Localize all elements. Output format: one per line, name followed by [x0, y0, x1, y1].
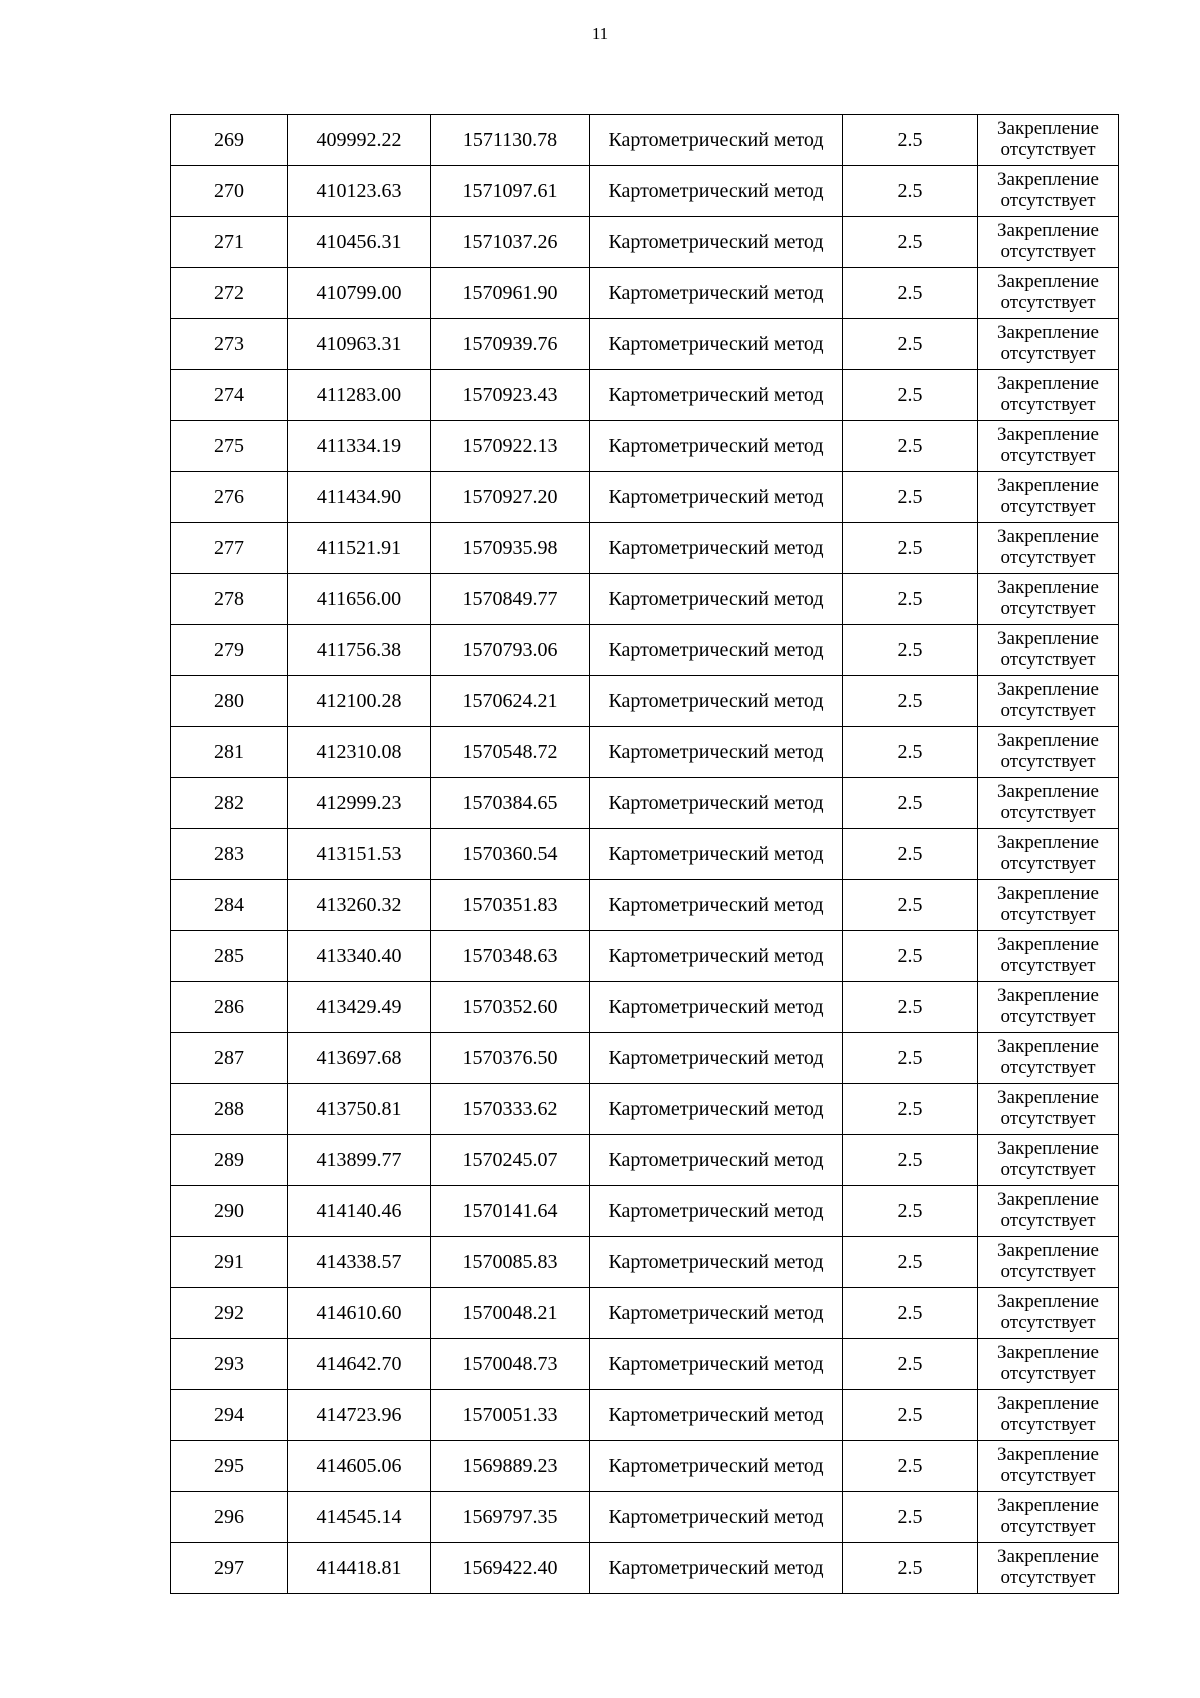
fixation-note-line2: отсутствует [1000, 598, 1096, 619]
y-coordinate-cell: 1570923.43 [431, 370, 590, 421]
accuracy-cell: 2.5 [843, 1441, 978, 1492]
method-cell: Картометрический метод [590, 421, 843, 472]
x-coordinate-cell: 410456.31 [288, 217, 431, 268]
fixation-note-cell [978, 1390, 1119, 1441]
fixation-note-line1: Закрепление [997, 985, 1099, 1007]
fixation-note-line1: Закрепление [997, 883, 1099, 905]
fixation-note-cell [978, 472, 1119, 523]
method-cell: Картометрический метод [590, 727, 843, 778]
fixation-note-cell [978, 1543, 1119, 1594]
y-coordinate-cell: 1570376.50 [431, 1033, 590, 1084]
table-row [171, 166, 1119, 217]
method-cell: Картометрический метод [590, 676, 843, 727]
point-number-cell: 270 [171, 166, 288, 217]
table-row [171, 1186, 1119, 1237]
y-coordinate-cell: 1570348.63 [431, 931, 590, 982]
x-coordinate-cell: 413151.53 [288, 829, 431, 880]
point-number-cell: 291 [171, 1237, 288, 1288]
table-row [171, 574, 1119, 625]
fixation-note-line1: Закрепление [997, 577, 1099, 599]
accuracy-cell: 2.5 [843, 115, 978, 166]
method-cell: Картометрический метод [590, 1186, 843, 1237]
y-coordinate-cell: 1570935.98 [431, 523, 590, 574]
accuracy-cell: 2.5 [843, 727, 978, 778]
x-coordinate-cell: 413260.32 [288, 880, 431, 931]
accuracy-cell: 2.5 [843, 931, 978, 982]
fixation-note-line1: Закрепление [997, 1546, 1099, 1568]
point-number-cell: 289 [171, 1135, 288, 1186]
page-number: 11 [591, 24, 609, 43]
table-row [171, 625, 1119, 676]
fixation-note-line2: отсутствует [1000, 700, 1096, 721]
accuracy-cell: 2.5 [843, 880, 978, 931]
fixation-note-line1: Закрепление [997, 1189, 1099, 1211]
fixation-note-cell [978, 1237, 1119, 1288]
coordinates-table [170, 114, 1119, 1594]
fixation-note-cell [978, 166, 1119, 217]
point-number-cell: 278 [171, 574, 288, 625]
fixation-note-cell [978, 931, 1119, 982]
fixation-note-cell [978, 1288, 1119, 1339]
y-coordinate-cell: 1570548.72 [431, 727, 590, 778]
x-coordinate-cell: 410799.00 [288, 268, 431, 319]
accuracy-cell: 2.5 [843, 217, 978, 268]
fixation-note-cell [978, 1186, 1119, 1237]
fixation-note-cell [978, 115, 1119, 166]
fixation-note-line1: Закрепление [997, 1240, 1099, 1262]
table-row [171, 676, 1119, 727]
method-cell: Картометрический метод [590, 829, 843, 880]
fixation-note-cell [978, 319, 1119, 370]
point-number-cell: 294 [171, 1390, 288, 1441]
fixation-note-cell [978, 1492, 1119, 1543]
fixation-note-line2: отсутствует [1000, 1159, 1096, 1180]
y-coordinate-cell: 1570048.21 [431, 1288, 590, 1339]
fixation-note-line2: отсутствует [1000, 445, 1096, 466]
y-coordinate-cell: 1570352.60 [431, 982, 590, 1033]
point-number-cell: 286 [171, 982, 288, 1033]
table-row [171, 829, 1119, 880]
table-row [171, 370, 1119, 421]
fixation-note-line2: отсутствует [1000, 1312, 1096, 1333]
accuracy-cell: 2.5 [843, 1237, 978, 1288]
y-coordinate-cell: 1570624.21 [431, 676, 590, 727]
fixation-note-line2: отсутствует [1000, 1108, 1096, 1129]
accuracy-cell: 2.5 [843, 1492, 978, 1543]
method-cell: Картометрический метод [590, 1237, 843, 1288]
x-coordinate-cell: 411334.19 [288, 421, 431, 472]
accuracy-cell: 2.5 [843, 166, 978, 217]
y-coordinate-cell: 1571130.78 [431, 115, 590, 166]
x-coordinate-cell: 411756.38 [288, 625, 431, 676]
accuracy-cell: 2.5 [843, 778, 978, 829]
fixation-note-line1: Закрепление [997, 1138, 1099, 1160]
y-coordinate-cell: 1570141.64 [431, 1186, 590, 1237]
fixation-note-cell [978, 1084, 1119, 1135]
fixation-note-line1: Закрепление [997, 1495, 1099, 1517]
fixation-note-cell [978, 421, 1119, 472]
point-number-cell: 295 [171, 1441, 288, 1492]
method-cell: Картометрический метод [590, 1288, 843, 1339]
accuracy-cell: 2.5 [843, 1135, 978, 1186]
y-coordinate-cell: 1570351.83 [431, 880, 590, 931]
point-number-cell: 277 [171, 523, 288, 574]
method-cell: Картометрический метод [590, 1135, 843, 1186]
method-cell: Картометрический метод [590, 1339, 843, 1390]
x-coordinate-cell: 414545.14 [288, 1492, 431, 1543]
table-row [171, 472, 1119, 523]
fixation-note-line1: Закрепление [997, 220, 1099, 242]
x-coordinate-cell: 411434.90 [288, 472, 431, 523]
fixation-note-line2: отсутствует [1000, 1261, 1096, 1282]
fixation-note-cell [978, 1135, 1119, 1186]
fixation-note-line2: отсутствует [1000, 343, 1096, 364]
fixation-note-cell [978, 625, 1119, 676]
table-row [171, 319, 1119, 370]
accuracy-cell: 2.5 [843, 1339, 978, 1390]
method-cell: Картометрический метод [590, 217, 843, 268]
x-coordinate-cell: 414605.06 [288, 1441, 431, 1492]
fixation-note-line1: Закрепление [997, 1291, 1099, 1313]
fixation-note-cell [978, 574, 1119, 625]
method-cell: Картометрический метод [590, 625, 843, 676]
point-number-cell: 292 [171, 1288, 288, 1339]
fixation-note-line2: отсутствует [1000, 1414, 1096, 1435]
point-number-cell: 288 [171, 1084, 288, 1135]
fixation-note-line2: отсутствует [1000, 904, 1096, 925]
x-coordinate-cell: 414418.81 [288, 1543, 431, 1594]
fixation-note-line1: Закрепление [997, 118, 1099, 140]
table-row [171, 1543, 1119, 1594]
table-row [171, 217, 1119, 268]
point-number-cell: 297 [171, 1543, 288, 1594]
point-number-cell: 275 [171, 421, 288, 472]
table-row [171, 778, 1119, 829]
fixation-note-line1: Закрепление [997, 322, 1099, 344]
table-row [171, 268, 1119, 319]
fixation-note-line1: Закрепление [997, 169, 1099, 191]
fixation-note-cell [978, 523, 1119, 574]
method-cell: Картометрический метод [590, 778, 843, 829]
point-number-cell: 281 [171, 727, 288, 778]
point-number-cell: 283 [171, 829, 288, 880]
method-cell: Картометрический метод [590, 166, 843, 217]
method-cell: Картометрический метод [590, 268, 843, 319]
fixation-note-line1: Закрепление [997, 526, 1099, 548]
fixation-note-cell [978, 829, 1119, 880]
fixation-note-line2: отсутствует [1000, 394, 1096, 415]
x-coordinate-cell: 413899.77 [288, 1135, 431, 1186]
fixation-note-cell [978, 676, 1119, 727]
fixation-note-line1: Закрепление [997, 1036, 1099, 1058]
point-number-cell: 279 [171, 625, 288, 676]
fixation-note-line1: Закрепление [997, 730, 1099, 752]
method-cell: Картометрический метод [590, 1084, 843, 1135]
method-cell: Картометрический метод [590, 523, 843, 574]
table-row [171, 880, 1119, 931]
x-coordinate-cell: 411283.00 [288, 370, 431, 421]
fixation-note-cell [978, 880, 1119, 931]
fixation-note-line1: Закрепление [997, 832, 1099, 854]
y-coordinate-cell: 1571037.26 [431, 217, 590, 268]
table-row [171, 523, 1119, 574]
accuracy-cell: 2.5 [843, 1033, 978, 1084]
y-coordinate-cell: 1570384.65 [431, 778, 590, 829]
accuracy-cell: 2.5 [843, 1186, 978, 1237]
accuracy-cell: 2.5 [843, 523, 978, 574]
x-coordinate-cell: 412999.23 [288, 778, 431, 829]
x-coordinate-cell: 413429.49 [288, 982, 431, 1033]
table-row [171, 1135, 1119, 1186]
table-row [171, 1390, 1119, 1441]
table-body [171, 115, 1119, 1594]
fixation-note-cell [978, 1339, 1119, 1390]
fixation-note-line1: Закрепление [997, 271, 1099, 293]
table-row [171, 115, 1119, 166]
fixation-note-cell [978, 982, 1119, 1033]
accuracy-cell: 2.5 [843, 472, 978, 523]
fixation-note-line1: Закрепление [997, 781, 1099, 803]
accuracy-cell: 2.5 [843, 1543, 978, 1594]
fixation-note-cell [978, 727, 1119, 778]
table-row [171, 982, 1119, 1033]
x-coordinate-cell: 414140.46 [288, 1186, 431, 1237]
accuracy-cell: 2.5 [843, 1288, 978, 1339]
fixation-note-line2: отсутствует [1000, 190, 1096, 211]
fixation-note-line2: отсутствует [1000, 1006, 1096, 1027]
method-cell: Картометрический метод [590, 1543, 843, 1594]
table-row [171, 1339, 1119, 1390]
fixation-note-line2: отсутствует [1000, 853, 1096, 874]
fixation-note-line2: отсутствует [1000, 241, 1096, 262]
y-coordinate-cell: 1570961.90 [431, 268, 590, 319]
method-cell: Картометрический метод [590, 931, 843, 982]
x-coordinate-cell: 413697.68 [288, 1033, 431, 1084]
fixation-note-cell [978, 370, 1119, 421]
y-coordinate-cell: 1570333.62 [431, 1084, 590, 1135]
fixation-note-line2: отсутствует [1000, 1465, 1096, 1486]
x-coordinate-cell: 414642.70 [288, 1339, 431, 1390]
y-coordinate-cell: 1570048.73 [431, 1339, 590, 1390]
method-cell: Картометрический метод [590, 880, 843, 931]
x-coordinate-cell: 414338.57 [288, 1237, 431, 1288]
x-coordinate-cell: 413750.81 [288, 1084, 431, 1135]
x-coordinate-cell: 409992.22 [288, 115, 431, 166]
accuracy-cell: 2.5 [843, 370, 978, 421]
fixation-note-line1: Закрепление [997, 373, 1099, 395]
y-coordinate-cell: 1570085.83 [431, 1237, 590, 1288]
y-coordinate-cell: 1569422.40 [431, 1543, 590, 1594]
point-number-cell: 271 [171, 217, 288, 268]
y-coordinate-cell: 1570922.13 [431, 421, 590, 472]
x-coordinate-cell: 412310.08 [288, 727, 431, 778]
point-number-cell: 274 [171, 370, 288, 421]
y-coordinate-cell: 1570360.54 [431, 829, 590, 880]
y-coordinate-cell: 1570051.33 [431, 1390, 590, 1441]
fixation-note-line1: Закрепление [997, 475, 1099, 497]
accuracy-cell: 2.5 [843, 625, 978, 676]
fixation-note-line2: отсутствует [1000, 1363, 1096, 1384]
x-coordinate-cell: 412100.28 [288, 676, 431, 727]
x-coordinate-cell: 410963.31 [288, 319, 431, 370]
y-coordinate-cell: 1571097.61 [431, 166, 590, 217]
point-number-cell: 280 [171, 676, 288, 727]
accuracy-cell: 2.5 [843, 982, 978, 1033]
accuracy-cell: 2.5 [843, 421, 978, 472]
method-cell: Картометрический метод [590, 115, 843, 166]
x-coordinate-cell: 411656.00 [288, 574, 431, 625]
table-row [171, 1492, 1119, 1543]
point-number-cell: 296 [171, 1492, 288, 1543]
x-coordinate-cell: 414723.96 [288, 1390, 431, 1441]
fixation-note-line1: Закрепление [997, 1342, 1099, 1364]
y-coordinate-cell: 1570849.77 [431, 574, 590, 625]
method-cell: Картометрический метод [590, 982, 843, 1033]
point-number-cell: 276 [171, 472, 288, 523]
fixation-note-line2: отсутствует [1000, 139, 1096, 160]
x-coordinate-cell: 413340.40 [288, 931, 431, 982]
fixation-note-line2: отсутствует [1000, 547, 1096, 568]
point-number-cell: 273 [171, 319, 288, 370]
fixation-note-line2: отсутствует [1000, 751, 1096, 772]
point-number-cell: 290 [171, 1186, 288, 1237]
fixation-note-line1: Закрепление [997, 934, 1099, 956]
accuracy-cell: 2.5 [843, 829, 978, 880]
fixation-note-line1: Закрепление [997, 679, 1099, 701]
fixation-note-line1: Закрепление [997, 1393, 1099, 1415]
accuracy-cell: 2.5 [843, 1390, 978, 1441]
fixation-note-line1: Закрепление [997, 628, 1099, 650]
fixation-note-line1: Закрепление [997, 424, 1099, 446]
x-coordinate-cell: 410123.63 [288, 166, 431, 217]
x-coordinate-cell: 411521.91 [288, 523, 431, 574]
fixation-note-cell [978, 217, 1119, 268]
fixation-note-cell [978, 1033, 1119, 1084]
accuracy-cell: 2.5 [843, 268, 978, 319]
accuracy-cell: 2.5 [843, 1084, 978, 1135]
point-number-cell: 293 [171, 1339, 288, 1390]
fixation-note-cell [978, 1441, 1119, 1492]
accuracy-cell: 2.5 [843, 676, 978, 727]
fixation-note-line2: отсутствует [1000, 292, 1096, 313]
accuracy-cell: 2.5 [843, 574, 978, 625]
fixation-note-line2: отсутствует [1000, 1210, 1096, 1231]
fixation-note-line1: Закрепление [997, 1087, 1099, 1109]
fixation-note-line2: отсутствует [1000, 802, 1096, 823]
point-number-cell: 269 [171, 115, 288, 166]
y-coordinate-cell: 1570793.06 [431, 625, 590, 676]
fixation-note-cell [978, 268, 1119, 319]
point-number-cell: 272 [171, 268, 288, 319]
table-row [171, 1033, 1119, 1084]
table-row [171, 1288, 1119, 1339]
y-coordinate-cell: 1570927.20 [431, 472, 590, 523]
point-number-cell: 284 [171, 880, 288, 931]
method-cell: Картометрический метод [590, 1390, 843, 1441]
method-cell: Картометрический метод [590, 472, 843, 523]
table-row [171, 727, 1119, 778]
fixation-note-line2: отсутствует [1000, 1516, 1096, 1537]
point-number-cell: 282 [171, 778, 288, 829]
point-number-cell: 285 [171, 931, 288, 982]
method-cell: Картометрический метод [590, 1033, 843, 1084]
method-cell: Картометрический метод [590, 319, 843, 370]
y-coordinate-cell: 1569797.35 [431, 1492, 590, 1543]
point-number-cell: 287 [171, 1033, 288, 1084]
table-row [171, 1084, 1119, 1135]
fixation-note-line2: отсутствует [1000, 649, 1096, 670]
fixation-note-line2: отсутствует [1000, 955, 1096, 976]
table-row [171, 1441, 1119, 1492]
accuracy-cell: 2.5 [843, 319, 978, 370]
method-cell: Картометрический метод [590, 370, 843, 421]
fixation-note-line2: отсутствует [1000, 1567, 1096, 1588]
fixation-note-line2: отсутствует [1000, 1057, 1096, 1078]
table-row [171, 421, 1119, 472]
method-cell: Картометрический метод [590, 1492, 843, 1543]
fixation-note-line1: Закрепление [997, 1444, 1099, 1466]
x-coordinate-cell: 414610.60 [288, 1288, 431, 1339]
fixation-note-cell [978, 778, 1119, 829]
method-cell: Картометрический метод [590, 574, 843, 625]
fixation-note-line2: отсутствует [1000, 496, 1096, 517]
table-row [171, 1237, 1119, 1288]
y-coordinate-cell: 1570245.07 [431, 1135, 590, 1186]
table-row [171, 931, 1119, 982]
y-coordinate-cell: 1570939.76 [431, 319, 590, 370]
y-coordinate-cell: 1569889.23 [431, 1441, 590, 1492]
method-cell: Картометрический метод [590, 1441, 843, 1492]
